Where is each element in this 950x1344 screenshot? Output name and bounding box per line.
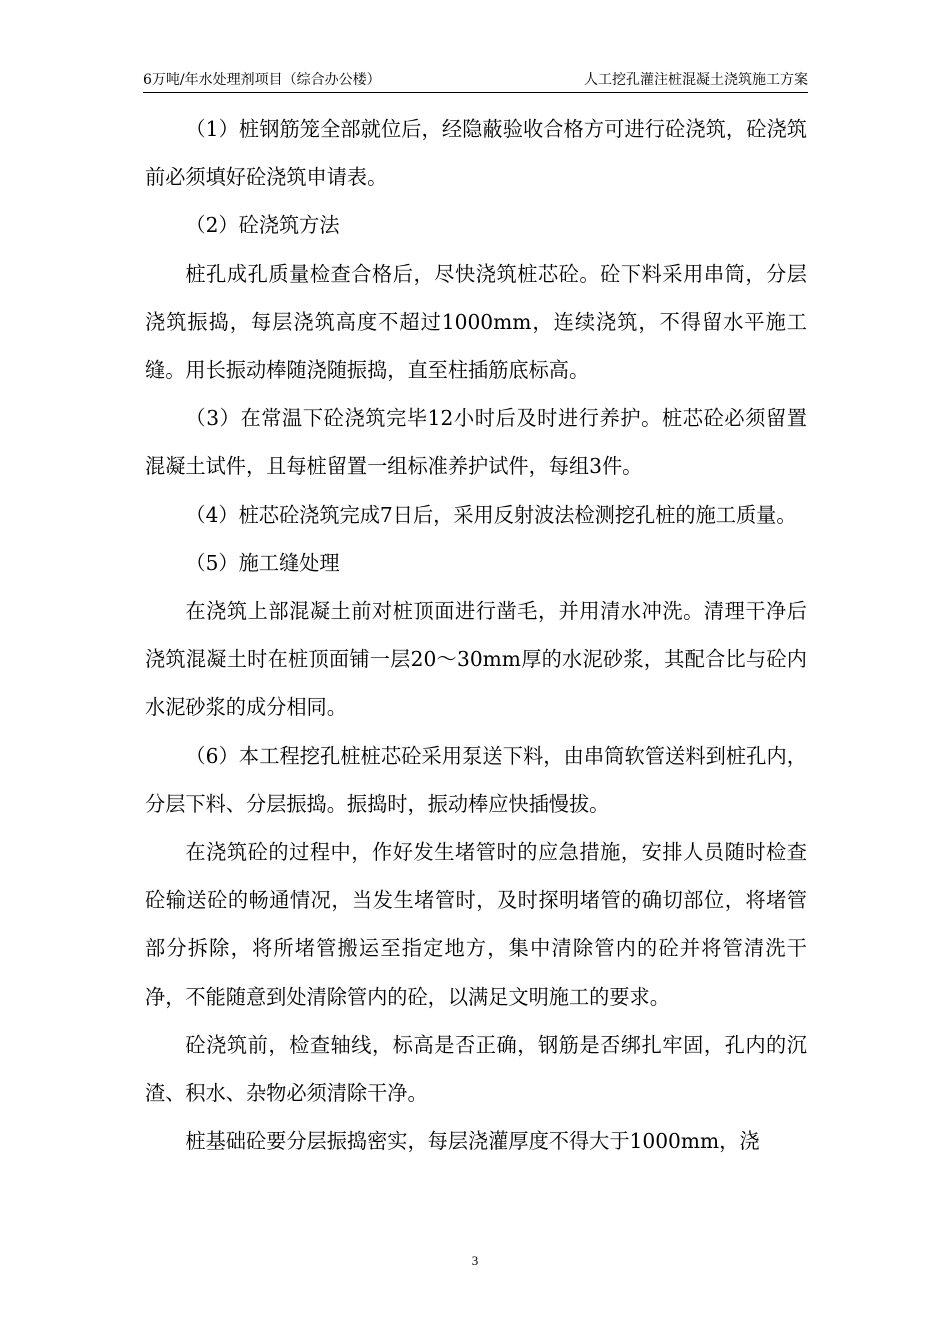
paragraph: 桩基础砼要分层振捣密实，每层浇灌厚度不得大于1000mm，浇 [185, 1129, 760, 1154]
paragraph: （4）桩芯砼浇筑完成7日后，采用反射波法检测挖孔桩的施工质量。 [185, 502, 797, 527]
document-body [145, 105, 807, 1165]
paragraph: 桩孔成孔质量检查合格后，尽快浇筑桩芯砼。砼下料采用串筒，分层浇筑振捣，每层浇筑高度不超过1000mm，连续浇筑，不得留水平施工缝。用长振动棒随浇随振捣，直至柱插筋底标高。 [145, 261, 807, 383]
header-document-title: 人工挖孔灌注桩混凝土浇筑施工方案 [584, 72, 808, 88]
header-project-title: 6万吨/年水处理剂项目（综合办公楼） [143, 72, 381, 88]
paragraph: 在浇筑砼的过程中，作好发生堵管时的应急措施，安排人员随时检查砼输送砼的畅通情况，当发生堵管时，及时探明堵管的确切部位，将堵管部分拆除，将所堵管搬运至指定地方，集中清除管内的砼并将管清洗干净，不能随意到处清除管内的砼，以满足文明施工的要求。 [145, 840, 807, 1009]
paragraph: （6）本工程挖孔桩桩芯砼采用泵送下料，由串筒软管送料到桩孔内，分层下料、分层振捣。振捣时，振动棒应快插慢拔。 [145, 743, 807, 816]
page-header [143, 70, 808, 93]
paragraph: （2）砼浇筑方法 [185, 213, 340, 238]
paragraph: （3）在常温下砼浇筑完毕12小时后及时进行养护。桩芯砼必须留置混凝土试件，且每桩留置一组标准养护试件，每组3件。 [145, 406, 807, 479]
paragraph: （5）施工缝处理 [185, 550, 340, 575]
paragraph: 砼浇筑前，检查轴线，标高是否正确，钢筋是否绑扎牢固，孔内的沉渣、积水、杂物必须清除干净。 [145, 1032, 807, 1106]
page-number: 3 [471, 1253, 479, 1268]
paragraph: 在浇筑上部混凝土前对桩顶面进行凿毛，并用清水冲洗。清理干净后浇筑混凝土时在桩顶面铺一层20～30mm厚的水泥砂浆，其配合比与砼内水泥砂浆的成分相同。 [145, 599, 807, 720]
paragraph: （1）桩钢筋笼全部就位后，经隐蔽验收合格方可进行砼浇筑，砼浇筑前必须填好砼浇筑申请表。 [145, 117, 807, 190]
